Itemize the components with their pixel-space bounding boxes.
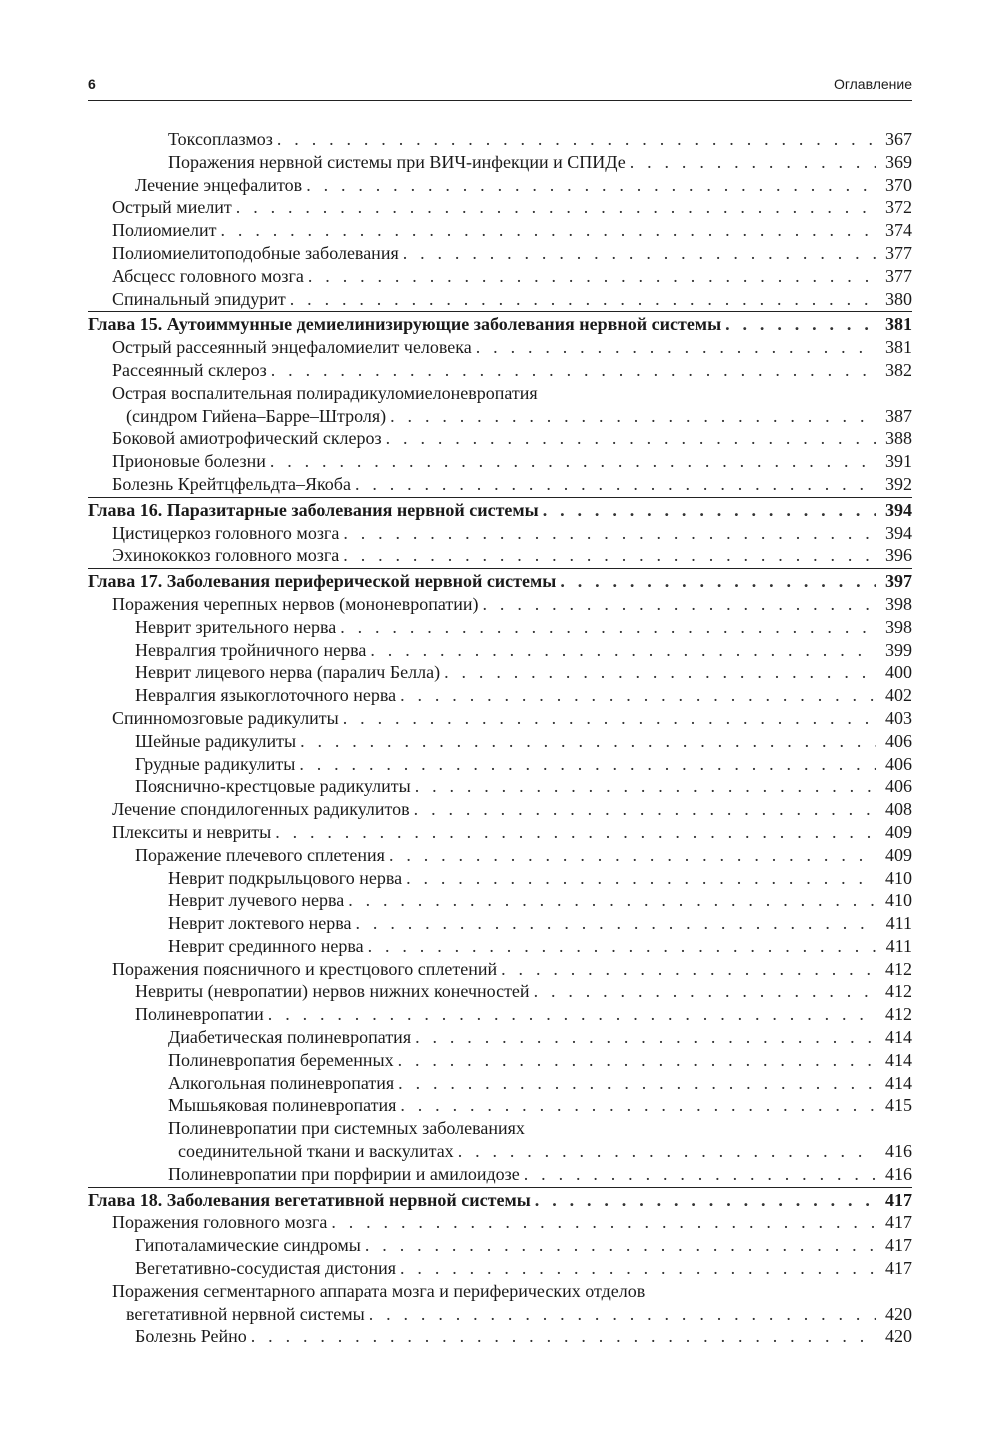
- dot-leader: [356, 912, 876, 935]
- toc-entry-title: Поражения нервной системы при ВИЧ-инфекции и СПИДе: [168, 151, 630, 174]
- toc-entry-page: 408: [885, 799, 912, 820]
- toc-entry-title: Неврит лучевого нерва: [168, 889, 348, 912]
- toc-entry: [88, 544, 912, 567]
- toc-entry-page: 399: [885, 639, 912, 660]
- toc-entry: [88, 958, 912, 981]
- toc-entry: [88, 753, 912, 776]
- toc-entry: [88, 128, 912, 151]
- dot-leader: [543, 499, 876, 522]
- toc-entry-page: 420: [885, 1303, 912, 1324]
- toc-entry-page: 391: [885, 451, 912, 472]
- toc-entry-page: 412: [885, 958, 912, 979]
- toc-entry-page: 372: [885, 197, 912, 218]
- toc-entry-title: Эхинококкоз головного мозга: [112, 544, 343, 567]
- dot-leader: [414, 798, 876, 821]
- dot-leader: [343, 522, 876, 545]
- toc-entry-title: Полиневропатии при порфирии и амилоидозе: [168, 1163, 524, 1186]
- toc-entry: [88, 1094, 912, 1117]
- dot-leader: [400, 1094, 876, 1117]
- dot-leader: [270, 450, 876, 473]
- toc-entry-title: Спинномозговые радикулиты: [112, 707, 343, 730]
- toc-entry-title: Неврит подкрыльцового нерва: [168, 867, 406, 890]
- toc-entry-page: 396: [885, 545, 912, 566]
- toc-entry-title: Плекситы и невриты: [112, 821, 275, 844]
- toc-entry-page: 420: [885, 1326, 912, 1347]
- dot-leader: [400, 684, 876, 707]
- toc-entry: [88, 288, 912, 311]
- toc-entry: [88, 844, 912, 867]
- toc-entry-page: 417: [885, 1189, 912, 1210]
- toc-entry-page: 414: [885, 1049, 912, 1070]
- toc-entry-title: Алкогольная полиневропатия: [168, 1072, 398, 1095]
- dot-leader: [535, 1189, 876, 1212]
- toc-entry-title: Поражения головного мозга: [112, 1211, 331, 1234]
- toc-entry-title: соединительной ткани и васкулитах: [178, 1140, 458, 1163]
- dot-leader: [290, 288, 876, 311]
- dot-leader: [406, 867, 876, 890]
- toc-entry: [88, 661, 912, 684]
- toc-entry-title: вегетативной нервной системы: [126, 1303, 369, 1326]
- toc-entry-page: 411: [885, 913, 912, 934]
- toc-entry: [88, 196, 912, 219]
- toc-entry: [88, 593, 912, 616]
- dot-leader: [501, 958, 876, 981]
- toc-entry-page: 416: [885, 1163, 912, 1184]
- dot-leader: [398, 1049, 876, 1072]
- toc-entry-title: Невралгия тройничного нерва: [135, 639, 370, 662]
- dot-leader: [355, 473, 876, 496]
- toc-entry: [88, 1003, 912, 1026]
- toc-entry: [88, 1049, 912, 1072]
- toc-entry-title: Неврит зрительного нерва: [135, 616, 340, 639]
- dot-leader: [277, 128, 876, 151]
- toc-entry-title: Невралгия языкоглоточного нерва: [135, 684, 400, 707]
- toc-entry-page: 369: [885, 151, 912, 172]
- toc-entry-title: Спинальный эпидурит: [112, 288, 290, 311]
- dot-leader: [299, 753, 876, 776]
- dot-leader: [630, 151, 876, 174]
- dot-leader: [458, 1140, 876, 1163]
- dot-leader: [268, 1003, 876, 1026]
- toc-entry-title-line1: Полиневропатии при системных заболеваниях: [168, 1118, 525, 1139]
- toc-entry-title: Невриты (невропатии) нервов нижних конечностей: [135, 980, 534, 1003]
- toc-entry-title: Неврит срединного нерва: [168, 935, 368, 958]
- dot-leader: [560, 570, 876, 593]
- dot-leader: [369, 1303, 876, 1326]
- toc-entry-page: 417: [885, 1258, 912, 1279]
- toc-entry: [88, 382, 912, 428]
- dot-leader: [386, 427, 876, 450]
- toc-entry-title: Полиневропатии: [135, 1003, 268, 1026]
- toc-entry: [88, 684, 912, 707]
- toc-entry-title: Полиомиелитоподобные заболевания: [112, 242, 403, 265]
- toc-entry: [88, 450, 912, 473]
- toc-entry-title: Грудные радикулиты: [135, 753, 299, 776]
- toc-entry-page: 417: [885, 1235, 912, 1256]
- toc-entry-title: (синдром Гийена–Барре–Штроля): [126, 405, 390, 428]
- dot-leader: [524, 1163, 876, 1186]
- toc-entry-page: 377: [885, 265, 912, 286]
- toc-entry-page: 417: [885, 1212, 912, 1233]
- toc-entry: [88, 174, 912, 197]
- toc-entry-page: 381: [885, 337, 912, 358]
- toc-entry-page: 410: [885, 890, 912, 911]
- toc-entry: [88, 522, 912, 545]
- dot-leader: [444, 661, 876, 684]
- toc-entry-title: Пояснично-крестцовые радикулиты: [135, 775, 415, 798]
- toc-entry-title: Глава 17. Заболевания периферической нервной системы: [88, 570, 560, 593]
- toc-entry: [88, 707, 912, 730]
- toc-entry-title: Неврит локтевого нерва: [168, 912, 356, 935]
- toc-entry-page: 416: [885, 1141, 912, 1162]
- toc-entry: [88, 242, 912, 265]
- toc-entry-page: 406: [885, 776, 912, 797]
- toc-entry: [88, 1325, 912, 1348]
- table-of-contents: [88, 128, 912, 1348]
- toc-entry-title: Вегетативно-сосудистая дистония: [135, 1257, 400, 1280]
- toc-chapter-entry: [88, 497, 912, 522]
- dot-leader: [306, 174, 876, 197]
- toc-entry: [88, 889, 912, 912]
- dot-leader: [300, 730, 876, 753]
- dot-leader: [400, 1257, 876, 1280]
- toc-entry-page: 402: [885, 685, 912, 706]
- dot-leader: [415, 775, 876, 798]
- toc-entry: [88, 912, 912, 935]
- toc-entry: [88, 798, 912, 821]
- toc-entry-title: Токсоплазмоз: [168, 128, 277, 151]
- toc-entry-title: Полиневропатия беременных: [168, 1049, 398, 1072]
- toc-entry: [88, 336, 912, 359]
- dot-leader: [415, 1026, 876, 1049]
- toc-entry-title: Глава 15. Аутоиммунные демиелинизирующие заболевания нервной системы: [88, 313, 725, 336]
- toc-entry-page: 388: [885, 428, 912, 449]
- toc-entry: [88, 1280, 912, 1326]
- section-title: Оглавление: [833, 76, 912, 92]
- toc-entry: [88, 1163, 912, 1186]
- toc-entry: [88, 935, 912, 958]
- toc-entry-page: 382: [885, 359, 912, 380]
- toc-entry-title-line1: Поражения сегментарного аппарата мозга и периферических отделов: [112, 1280, 646, 1301]
- toc-entry-page: 377: [885, 242, 912, 263]
- toc-entry-title: Острый рассеянный энцефаломиелит человека: [112, 336, 476, 359]
- toc-entry-page: 403: [885, 707, 912, 728]
- toc-entry-page: 381: [885, 314, 912, 335]
- page-header: [88, 76, 912, 101]
- toc-entry-title: Шейные радикулиты: [135, 730, 300, 753]
- toc-entry-page: 406: [885, 730, 912, 751]
- page-number: 6: [88, 76, 96, 92]
- toc-chapter-entry: [88, 311, 912, 336]
- dot-leader: [398, 1072, 876, 1095]
- dot-leader: [403, 242, 876, 265]
- toc-entry-page: 370: [885, 174, 912, 195]
- toc-entry-title: Поражения черепных нервов (мононевропатии): [112, 593, 483, 616]
- toc-entry-page: 380: [885, 288, 912, 309]
- toc-entry-page: 374: [885, 220, 912, 241]
- toc-chapter-entry: [88, 568, 912, 593]
- dot-leader: [331, 1211, 876, 1234]
- toc-entry: [88, 1026, 912, 1049]
- toc-entry-title: Болезнь Крейтцфельдта–Якоба: [112, 473, 355, 496]
- toc-entry: [88, 473, 912, 496]
- toc-entry-page: 400: [885, 662, 912, 683]
- dot-leader: [236, 196, 876, 219]
- dot-leader: [534, 980, 876, 1003]
- toc-entry: [88, 821, 912, 844]
- toc-entry: [88, 639, 912, 662]
- toc-entry: [88, 151, 912, 174]
- toc-entry: [88, 616, 912, 639]
- toc-entry-page: 412: [885, 1004, 912, 1025]
- toc-entry-page: 398: [885, 616, 912, 637]
- toc-entry-title: Поражения поясничного и крестцового сплетений: [112, 958, 501, 981]
- toc-entry-page: 394: [885, 499, 912, 520]
- dot-leader: [343, 544, 876, 567]
- toc-entry: [88, 1211, 912, 1234]
- dot-leader: [390, 405, 876, 428]
- toc-entry-page: 412: [885, 981, 912, 1002]
- toc-chapter-entry: [88, 1187, 912, 1212]
- dot-leader: [725, 313, 876, 336]
- toc-entry-title: Болезнь Рейно: [135, 1325, 251, 1348]
- toc-entry-title: Диабетическая полиневропатия: [168, 1026, 415, 1049]
- toc-entry: [88, 867, 912, 890]
- dot-leader: [389, 844, 876, 867]
- toc-entry-page: 394: [885, 522, 912, 543]
- toc-entry: [88, 265, 912, 288]
- toc-entry-page: 411: [885, 935, 912, 956]
- toc-entry-page: 397: [885, 571, 912, 592]
- toc-entry-title: Лечение спондилогенных радикулитов: [112, 798, 414, 821]
- dot-leader: [365, 1234, 876, 1257]
- toc-entry-title: Лечение энцефалитов: [135, 174, 306, 197]
- toc-entry: [88, 730, 912, 753]
- toc-entry-title: Глава 16. Паразитарные заболевания нервной системы: [88, 499, 543, 522]
- toc-entry-page: 410: [885, 867, 912, 888]
- dot-leader: [340, 616, 876, 639]
- toc-entry: [88, 1257, 912, 1280]
- toc-entry-title: Абсцесс головного мозга: [112, 265, 308, 288]
- toc-entry-page: 409: [885, 821, 912, 842]
- toc-entry: [88, 1072, 912, 1095]
- toc-entry: [88, 219, 912, 242]
- toc-entry-title: Прионовые болезни: [112, 450, 270, 473]
- toc-entry: [88, 980, 912, 1003]
- toc-entry-page: 415: [885, 1095, 912, 1116]
- toc-entry-page: 409: [885, 844, 912, 865]
- toc-entry-title: Рассеянный склероз: [112, 359, 271, 382]
- dot-leader: [275, 821, 876, 844]
- toc-entry-page: 367: [885, 129, 912, 149]
- toc-entry-page: 387: [885, 405, 912, 426]
- dot-leader: [348, 889, 876, 912]
- dot-leader: [483, 593, 876, 616]
- toc-entry-title: Неврит лицевого нерва (паралич Белла): [135, 661, 444, 684]
- toc-entry: [88, 1234, 912, 1257]
- dot-leader: [308, 265, 876, 288]
- dot-leader: [271, 359, 876, 382]
- toc-entry-page: 414: [885, 1027, 912, 1048]
- toc-entry-page: 406: [885, 753, 912, 774]
- toc-entry-title: Цистицеркоз головного мозга: [112, 522, 343, 545]
- dot-leader: [251, 1325, 876, 1348]
- toc-entry: [88, 359, 912, 382]
- toc-entry: [88, 775, 912, 798]
- toc-entry-title: Боковой амиотрофический склероз: [112, 427, 386, 450]
- toc-entry-title: Гипоталамические синдромы: [135, 1234, 365, 1257]
- toc-entry: [88, 427, 912, 450]
- toc-entry-page: 414: [885, 1072, 912, 1093]
- toc-entry-title: Мышьяковая полиневропатия: [168, 1094, 400, 1117]
- toc-entry-title: Полиомиелит: [112, 219, 221, 242]
- dot-leader: [368, 935, 876, 958]
- toc-entry-page: 398: [885, 593, 912, 614]
- toc-entry: [88, 1117, 912, 1163]
- toc-entry-title-line1: Острая воспалительная полирадикуломиелоневропатия: [112, 382, 538, 403]
- toc-entry-title: Острый миелит: [112, 196, 236, 219]
- toc-entry-title: Глава 18. Заболевания вегетативной нервной системы: [88, 1189, 535, 1212]
- dot-leader: [221, 219, 876, 242]
- toc-entry-title: Поражение плечевого сплетения: [135, 844, 389, 867]
- dot-leader: [476, 336, 876, 359]
- dot-leader: [343, 707, 876, 730]
- dot-leader: [370, 639, 876, 662]
- toc-entry-page: 392: [885, 473, 912, 494]
